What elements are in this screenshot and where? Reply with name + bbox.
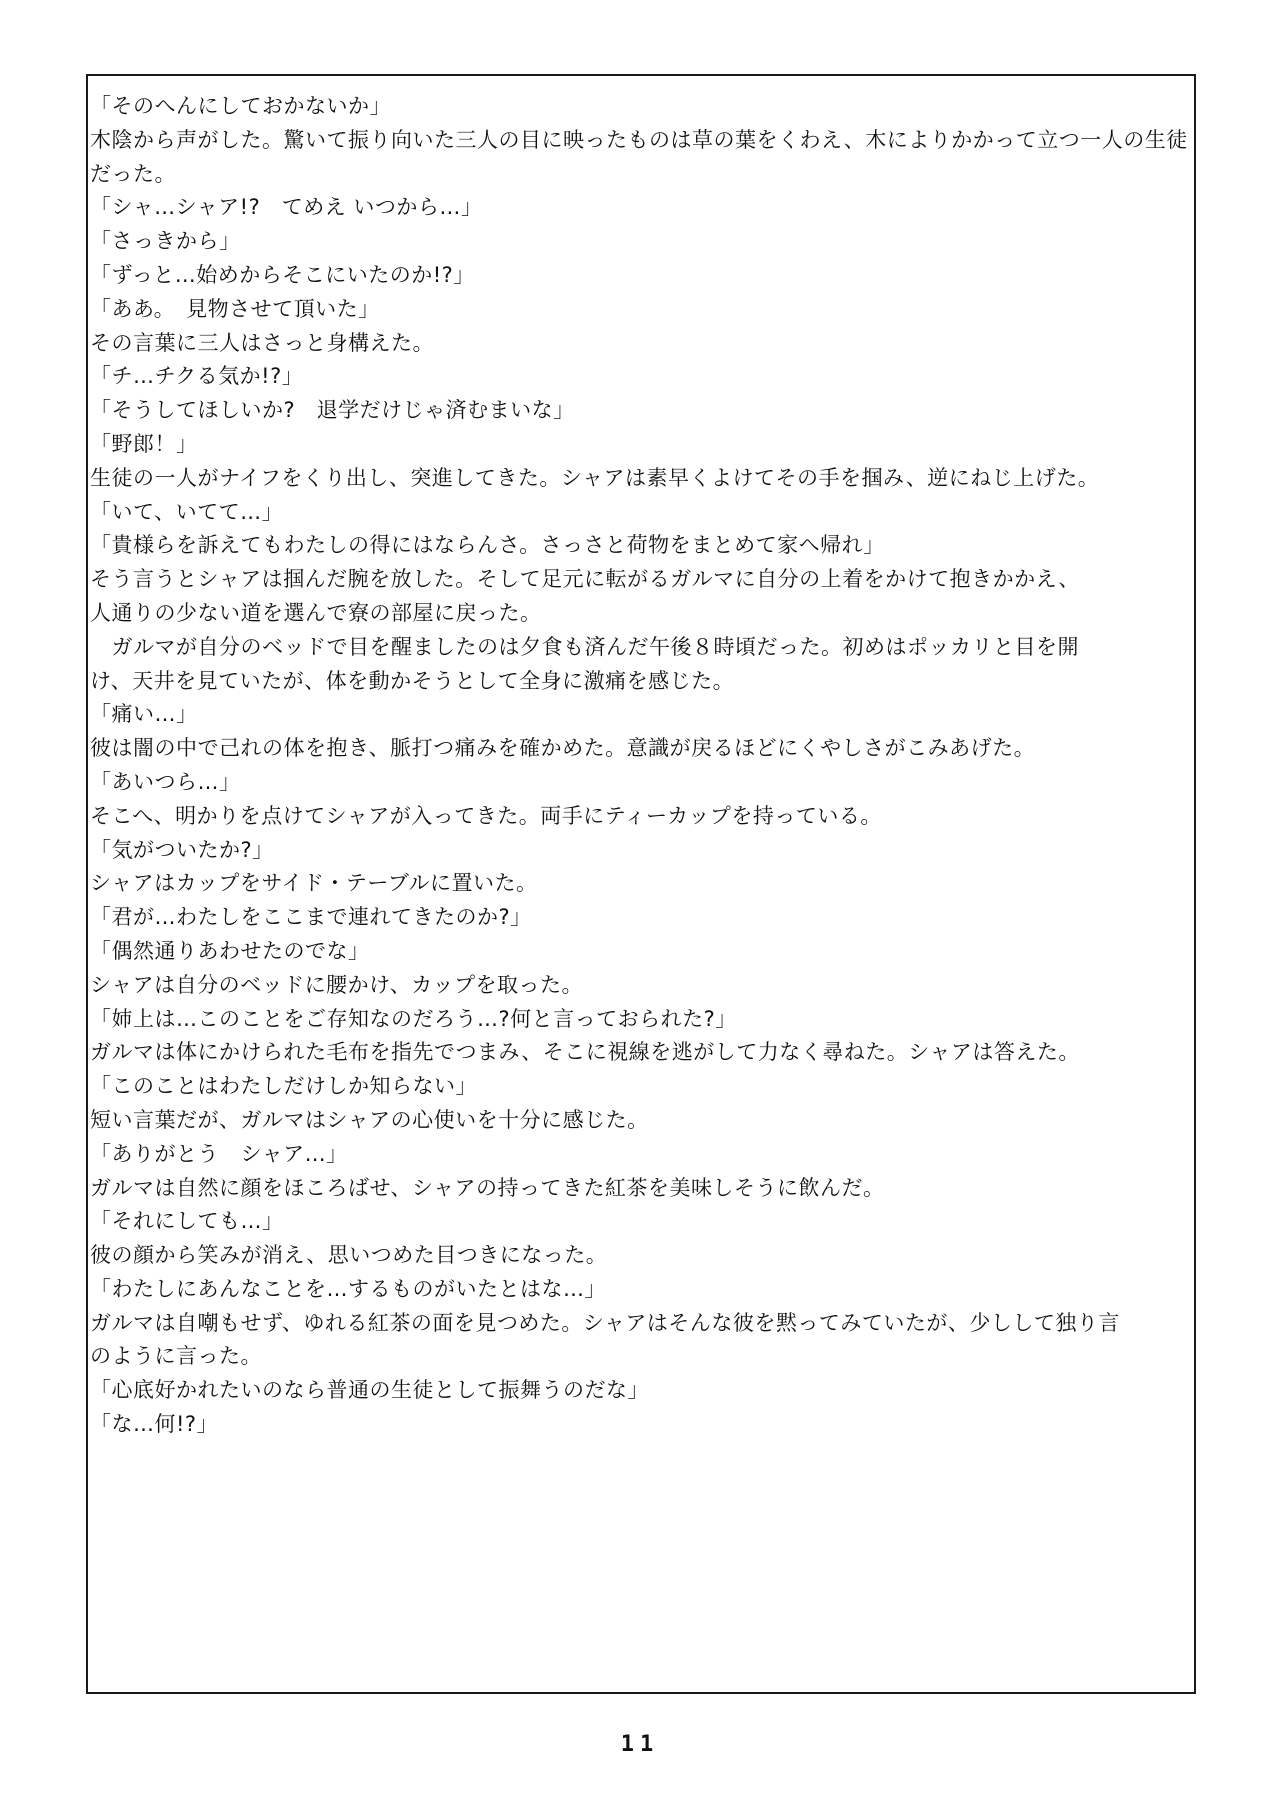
text-line: 「痛い…」 — [90, 702, 198, 727]
text-line: 生徒の一人がナイフをくり出し、突進してきた。シャアは素早くよけてその手を掴み、逆にねじ上げた。 — [90, 465, 1100, 490]
text-line: 「わたしにあんなことを…するものがいたとはな…」 — [90, 1276, 606, 1301]
text-line: 「気がついたか?」 — [90, 837, 274, 862]
page-frame — [86, 74, 1196, 1694]
text-line: 「チ…チクる気か!?」 — [90, 364, 304, 389]
text-line: 「貴様らを訴えてもわたしの得にはならんさ。さっさと荷物をまとめて家へ帰れ」 — [90, 533, 885, 558]
text-line: だった。 — [90, 161, 176, 186]
text-line: 彼は闇の中で己れの体を抱き、脈打つ痛みを確かめた。意識が戻るほどにくやしさがこみあげた。 — [90, 736, 1036, 761]
text-line: ガルマが自分のベッドで目を醒ましたのは夕食も済んだ午後８時頃だった。初めはポッカリと目を開 — [90, 634, 1079, 659]
text-line: ガルマは自然に顔をほころばせ、シャアの持ってきた紅茶を美味しそうに飲んだ。 — [90, 1175, 885, 1200]
text-line: 「心底好かれたいのなら普通の生徒として振舞うのだな」 — [90, 1378, 649, 1403]
text-line: 人通りの少ない道を選んで寮の部屋に戻った。 — [90, 600, 542, 625]
text-line: 「ずっと…始めからそこにいたのか!?」 — [90, 262, 475, 287]
text-line: 「ああ。 見物させて頂いた」 — [90, 296, 380, 321]
text-line: シャアは自分のベッドに腰かけ、カップを取った。 — [90, 972, 584, 997]
text-line: 「そうしてほしいか? 退学だけじゃ済むまいな」 — [90, 398, 575, 423]
text-line: 短い言葉だが、ガルマはシャアの心使いを十分に感じた。 — [90, 1107, 649, 1132]
text-line: 「姉上は…このことをご存知なのだろう…?何と言っておられた?」 — [90, 1006, 737, 1031]
text-line: 「君が…わたしをここまで連れてきたのか?」 — [90, 905, 532, 930]
manuscript-text-block — [90, 90, 1192, 1442]
text-line: そう言うとシャアは掴んだ腕を放した。そして足元に転がるガルマに自分の上着をかけて抱きかかえ、 — [90, 567, 1080, 592]
text-line: 「そのへんにしておかないか」 — [90, 94, 391, 118]
text-line: 木陰から声がした。驚いて振り向いた三人の目に映ったものは草の葉をくわえ、木によりかかって立つ一人の生徒 — [90, 127, 1188, 152]
text-line: 「このことはわたしだけしか知らない」 — [90, 1074, 477, 1099]
text-line: 彼の顔から笑みが消え、思いつめた目つきになった。 — [90, 1243, 608, 1268]
text-line: 「いて、いてて…」 — [90, 499, 284, 524]
text-line: 「偶然通りあわせたのでな」 — [90, 938, 370, 963]
page-number: 11 — [620, 1732, 660, 1757]
text-line: け、天井を見ていたが、体を動かそうとして全身に激痛を感じた。 — [90, 668, 735, 693]
text-line: シャアはカップをサイド・テーブルに置いた。 — [90, 871, 538, 896]
text-line: 「ありがとう シャア…」 — [90, 1141, 348, 1166]
text-line: 「それにしても…」 — [90, 1209, 284, 1234]
text-line: 「あいつら…」 — [90, 769, 241, 794]
text-line: 「さっきから」 — [90, 229, 241, 254]
text-line: ガルマは自嘲もせず、ゆれる紅茶の面を見つめた。シャアはそんな彼を黙ってみていたが、少しして独り言 — [90, 1310, 1120, 1335]
text-line: 「野郎！」 — [90, 431, 198, 456]
text-line: そこへ、明かりを点けてシャアが入ってきた。両手にティーカップを持っている。 — [90, 803, 882, 828]
text-line: ガルマは体にかけられた毛布を指先でつまみ、そこに視線を逃がして力なく尋ねた。シャアは答えた。 — [90, 1040, 1080, 1065]
text-line: その言葉に三人はさっと身構えた。 — [90, 330, 434, 355]
text-line: のように言った。 — [90, 1344, 262, 1369]
text-line: 「シャ…シャア!? てめえ いつから…」 — [90, 195, 483, 220]
text-line: 「な…何!?」 — [90, 1412, 219, 1437]
